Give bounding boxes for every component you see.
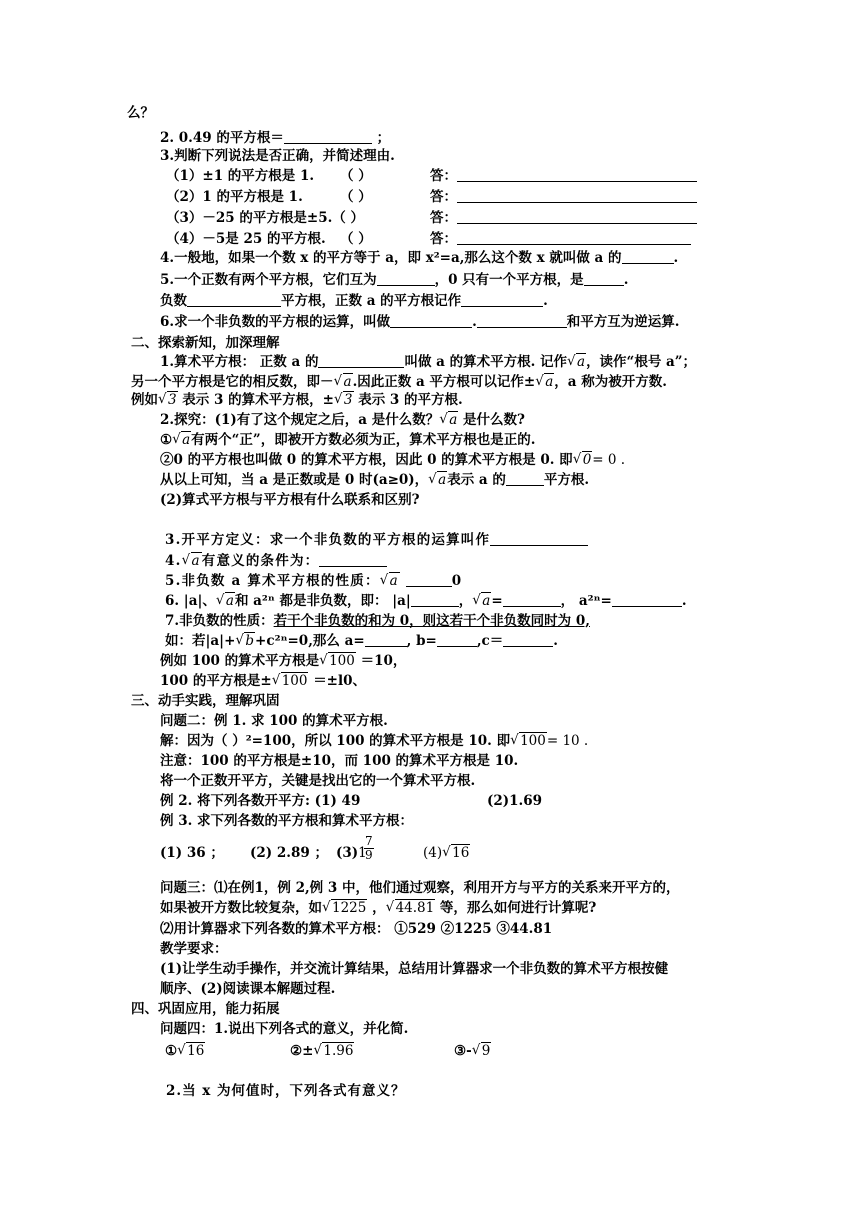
blank[interactable] (457, 209, 697, 224)
section-heading-3: 三、动手实践，理解巩固 (131, 693, 280, 709)
line-07: （4）－5是 25 的平方根. (166, 231, 326, 247)
line-42: 顺序、(2)阅读课本解题过程. (160, 981, 336, 997)
line-45a: ①√ 16 (165, 1042, 205, 1060)
blank[interactable] (406, 572, 452, 587)
sqrt-expr: √ 0 (573, 451, 593, 469)
blank[interactable] (490, 531, 588, 546)
line-09: 5.一个正数有两个平方根，它们互为 ，0 只有一个平方根，是 . (160, 272, 629, 288)
line-45c: ③-√ 9 (454, 1042, 491, 1060)
blank[interactable] (622, 249, 674, 264)
sqrt-expr: √ 16 (177, 1042, 205, 1060)
blank[interactable] (318, 353, 404, 368)
section-heading-2: 二、探索新知，加深理解 (131, 335, 280, 351)
section-heading-4: 四、巩固应用，能力拓展 (131, 1001, 280, 1017)
blank[interactable] (612, 592, 682, 607)
line-10: 负数 平方根，正数 a 的平方根记作 . (160, 293, 548, 309)
line-37: 问题三：⑴在例1，例 2,例 3 中，他们通过观察，利用开方与平方的关系来开平方的， (160, 880, 680, 896)
blank[interactable] (503, 632, 553, 647)
blank[interactable] (477, 313, 567, 328)
paren: （ ） (340, 189, 372, 205)
blank[interactable] (457, 167, 697, 182)
line-45b: ②±√ 1.96 (290, 1042, 354, 1060)
sqrt-expr: √ a (567, 353, 586, 371)
sqrt-expr: √ 1.96 (313, 1042, 354, 1060)
blank[interactable] (390, 313, 472, 328)
line-22: 4.√ a有意义的条件为： (165, 552, 387, 570)
line-13: 1.算术平方根： 正数 a 的 叫做 a 的算术平方根. 记作√ a，读作“根号 a”； (160, 353, 696, 371)
line-36b: (2) 2.89 ； (250, 845, 328, 861)
sqrt-expr: √ a (472, 592, 491, 610)
line-01: 么？ (127, 105, 154, 121)
blank[interactable] (284, 129, 372, 144)
answer: 答： (430, 188, 697, 206)
sqrt-expr: √ 9 (472, 1042, 492, 1060)
line-23: 5.非负数 a 算术平方根的性质：√ a 0 (165, 572, 462, 590)
line-32: 注意：100 的平方根是±10，而 100 的算术平方根是 10. (160, 753, 519, 769)
sqrt-expr: √ a (216, 592, 235, 610)
sqrt-expr: √ 100 (319, 652, 356, 670)
sqrt-expr: √ 3 (158, 391, 178, 409)
line-21: 3.开平方定义：求一个非负数的平方根的运算叫作 (165, 531, 588, 549)
line-38: 如果被开方数比较复杂，如√ 1225 ，√ 44.81 等，那么如何进行计算呢? (160, 899, 596, 917)
line-25: 7.非负数的性质：若干个非负数的和为 0，则这若干个非负数同时为 0, (165, 613, 590, 629)
line-11: 6.求一个非负数的平方根的运算，叫做 . 和平方互为逆运算. (160, 314, 680, 330)
sqrt-expr: √ a (535, 373, 554, 391)
blank[interactable] (411, 592, 459, 607)
fraction: 7 9 (365, 834, 373, 862)
blank[interactable] (437, 632, 477, 647)
sqrt-expr: √ a (172, 431, 191, 449)
line-19: 从以上可知，当 a 是正数或是 0 时(a≥0)，√ a表示 a 的 平方根. (160, 471, 589, 489)
line-08: 4.一般地，如果一个数 x 的平方等于 a，即 x²=a,那么这个数 x 就叫做 a 的 . (160, 250, 679, 266)
line-04: （1）±1 的平方根是 1. (166, 168, 315, 184)
line-03: 3.判断下列说法是否正确，并简述理由. (160, 148, 395, 164)
blank[interactable] (319, 552, 387, 567)
blank[interactable] (377, 271, 435, 286)
line-17: ①√ a有两个“正”，即被开方数必须为正，算术平方根也是正的. (160, 431, 535, 449)
sqrt-expr: √ 16 (442, 844, 470, 862)
line-36c: (3)1 (336, 845, 367, 861)
line-44: 问题四：1.说出下列各式的意义，并化简. (160, 1021, 409, 1037)
line-26: 如：若|a|+√ b+c²ⁿ=0,那么 a= , b= ,c＝ . (165, 632, 558, 650)
paren: （ ） (340, 168, 372, 184)
blank[interactable] (461, 292, 543, 307)
line-14: 另一个平方根是它的相反数，即－√ a.因此正数 a 平方根可以记作±√ a，a 称为被开方数. (131, 373, 667, 391)
line-31: 解：因为（ ）²=100，所以 100 的算术平方根是 10. 即√ 100= 10 . (160, 732, 588, 750)
answer: 答： (430, 230, 691, 248)
line-46: 2.当 x 为何值时，下列各式有意义？ (166, 1083, 406, 1099)
sqrt-expr: √ a (380, 572, 400, 590)
sqrt-expr: √ a (334, 373, 353, 391)
sqrt-expr: √ a (182, 552, 202, 570)
line-40: 教学要求： (160, 941, 228, 957)
sqrt-expr: √ a (439, 411, 458, 429)
sqrt-expr: √ 44.81 (386, 899, 436, 917)
sqrt-expr: √ 100 (510, 732, 547, 750)
line-20: (2)算式平方根与平方根有什么联系和区别? (160, 492, 420, 508)
blank[interactable] (187, 292, 281, 307)
blank[interactable] (584, 271, 624, 286)
line-15: 例如√ 3 表示 3 的算术平方根，±√ 3 表示 3 的平方根. (131, 391, 463, 409)
line-24: 6. |a|、√ a和 a²ⁿ 都是非负数，即： |a| ，√ a= ， a²ⁿ= . (165, 592, 687, 610)
answer: 答： (430, 209, 697, 227)
sqrt-expr: √ b (235, 632, 255, 650)
blank[interactable] (506, 471, 544, 486)
line-30: 问题二：例 1. 求 100 的算术平方根. (160, 713, 388, 729)
sqrt-expr: √ 100 (272, 672, 309, 690)
blank[interactable] (503, 592, 561, 607)
answer: 答： (430, 167, 697, 185)
sqrt-expr: √ a (428, 471, 447, 489)
blank[interactable] (457, 188, 697, 203)
line-36: (1) 36 ； (160, 845, 224, 861)
line-35: 例 3. 求下列各数的平方根和算术平方根： (160, 813, 413, 829)
line-39: ⑵用计算器求下列各数的算术平方根： ①529 ②1225 ③44.81 (160, 921, 553, 937)
line-16: 2.探究：(1)有了这个规定之后，a 是什么数？√ a 是什么数? (160, 411, 525, 429)
sqrt-expr: √ 1225 (322, 899, 367, 917)
line-28: 100 的平方根是±√ 100 ＝±l0、 (160, 672, 366, 690)
line-02: 2. 0.49 的平方根＝ ； (160, 130, 391, 146)
line-06: （3）－25 的平方根是±5.（ ） (166, 210, 364, 226)
line-34b: (2)1.69 (487, 793, 543, 809)
line-33: 将一个正数开平方，关键是找出它的一个算术平方根. (160, 773, 476, 789)
blank[interactable] (457, 230, 691, 245)
line-05: （2）1 的平方根是 1. (166, 189, 303, 205)
line-36d: (4)√ 16 (423, 844, 470, 862)
line-18: ②0 的平方根也叫做 0 的算术平方根，因此 0 的算术平方根是 0. 即√ 0= 0 . (160, 451, 625, 469)
sqrt-expr: √ 3 (334, 391, 354, 409)
paren: （ ） (340, 231, 372, 247)
blank[interactable] (365, 632, 407, 647)
line-27: 例如 100 的算术平方根是√ 100 ＝10， (160, 652, 406, 670)
line-34: 例 2. 将下列各数开平方: (1) 49 (160, 793, 361, 809)
line-41: (1)让学生动手操作，并交流计算结果，总结用计算器求一个非负数的算术平方根按健 (160, 961, 669, 977)
